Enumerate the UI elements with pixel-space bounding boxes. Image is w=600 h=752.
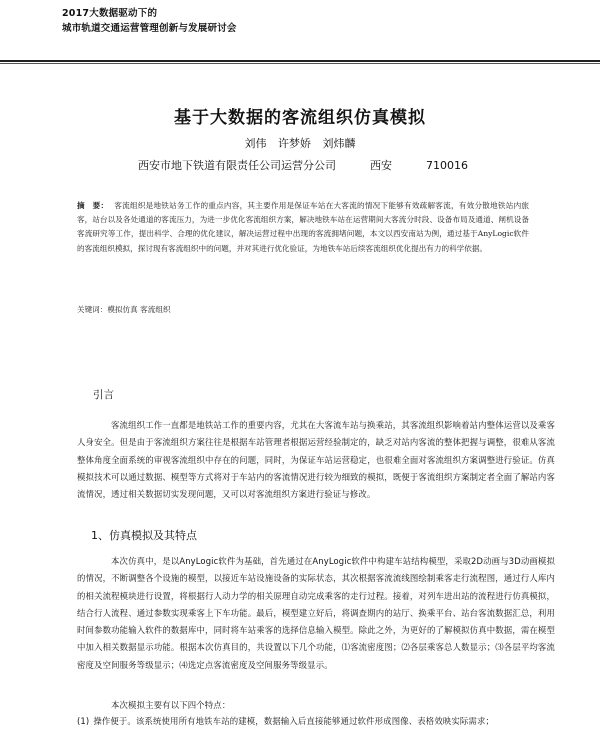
abstract-text: 客流组织是地铁站务工作的重点内容，其主要作用是保证车站在大客流的情况下能够有效疏解客流，有效分散地铁站内旅客，站台以及各处通道的客流压力，为进一步优化客流组织方案，解决地铁车站在运营期间大客流分时段、设备布局及通道、闸机设备客流研究等工作，提出科学、合理的优化建议，解决运营过程中出现的客流拥堵问题，本文以西安南站为例，通过基于AnyLogic软件的客流组织模拟，探讨现有客流组织中的问题，并对其进行优化验证，为地铁车站后续客流组织优化提出有力的科学依据。 — [77, 201, 530, 253]
feature-item-1-text: 操作便于。该系统使用所有地铁车站的建模，数据输入后直接能够通过软件形成图像、表格效映实际需求； — [93, 716, 494, 726]
keywords-label: 关键词： — [77, 305, 108, 314]
conference-title-line1: 2017大数据驱动下的 — [62, 8, 158, 19]
affiliation-org: 西安市地下铁道有限责任公司运营分公司 — [138, 159, 336, 172]
header-divider-thin — [0, 63, 600, 64]
abstract-label: 摘 要： — [77, 201, 109, 210]
paper-authors: 刘伟 许梦娇 刘炜麟 — [244, 137, 356, 150]
feature-item-1 — [77, 713, 555, 730]
affiliation-city: 西安 — [370, 159, 392, 172]
paper-title: 基于大数据的客流组织仿真模拟 — [174, 108, 426, 128]
affiliation-zip: 710016 — [426, 159, 468, 172]
paper-affiliation — [138, 157, 468, 173]
keywords — [77, 304, 529, 315]
conference-header — [62, 6, 582, 36]
feature-item-1-marker: (1) — [77, 716, 90, 726]
section1-paragraph: 本次仿真中，是以AnyLogic软件为基础，首先通过在AnyLogic软件中构建车站结构模型，采取2D动画与3D动画模拟的情况，不断调整各个设施的模型，以接近车站设施设备的实际状态，其次根据客流流线图绘制乘客走行流程图，通过行人库内的相关流程模块进行设置，将根据行人动力学的相关原理自动完成乘客的走行过程。接着，对列车进出站的流程进行仿真模拟，结合行人流程、通过参数实现乘客上下车功能。最后，模型建立好后，将调查期内的站厅、换乘平台、站台客流数据汇总，利用时间参数功能输入软件的数据库中，同时将车站乘客的选择信息输入模型。除此之外，为更好的了解模拟仿真中数据，需在模型中加入相关数据显示功能。根据本次仿真目的，共设置以下几个功能，⑴客流密度图；⑵各层乘客总人数显示；⑶各层平均客流密度及空间服务等级显示；⑷选定点客流密度及空间服务等级显示。 — [77, 556, 555, 670]
keywords-text: 模拟仿真 客流组织 — [107, 305, 171, 314]
intro-heading: 引言 — [93, 389, 114, 401]
intro-paragraph: 客流组织工作一直都是地铁站工作的重要内容，尤其在大客流车站与换乘站，其客流组织影响着站内整体运营以及乘客人身安全。但是由于客流组织方案往往是根据车站管理者根据运营经验制定的，缺乏对站内客流的整体把握与调整，很难从客流整体角度全面系统的审视客流组织中存在的问题，同时，为保证车站运营稳定，也很难全面对客流组织方案调整进行验证。仿真模拟技术可以通过数据、模型等方式将对于车站内的客流情况进行较为细致的模拟，既便于客流组织方案制定者全面了解站内客流情况，透过相关数据切实发现问题，又可以对客流组织方案进行验证与修改。 — [77, 420, 555, 500]
abstract — [77, 199, 529, 256]
section1-heading: 1、仿真模拟及其特点 — [91, 529, 197, 542]
features-intro: 本次模拟主要有以下四个特点： — [111, 700, 231, 710]
header-divider — [0, 60, 600, 62]
conference-title-line2: 城市轨道交通运营管理创新与发展研讨会 — [62, 23, 237, 34]
